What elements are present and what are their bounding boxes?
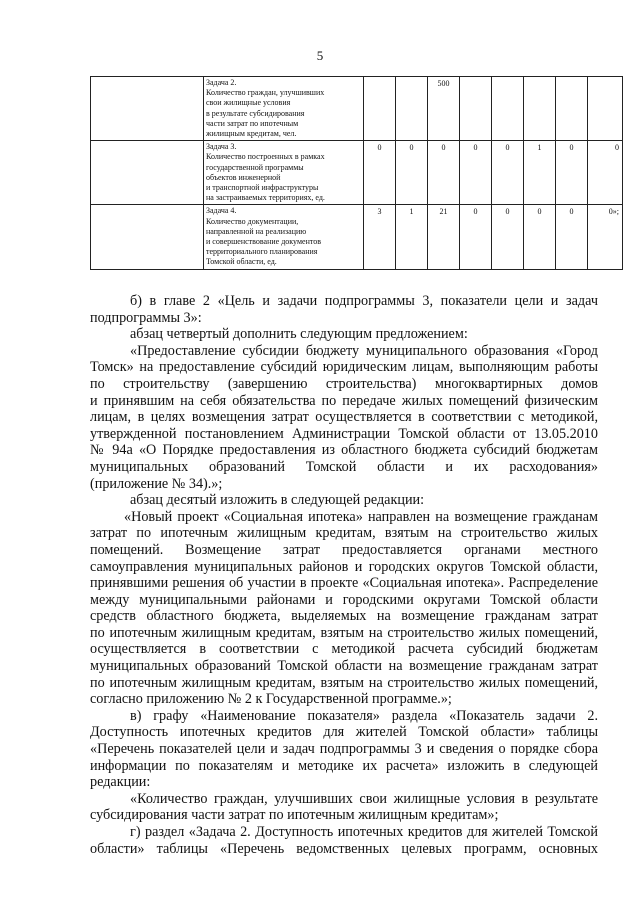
text-line: (приложение № 34).»; xyxy=(90,475,223,492)
value-cell xyxy=(588,77,623,141)
text-line: по ипотечным жилищным кредитам, взятым на строительство жилых помещений, xyxy=(90,674,598,691)
value-cell: 0 xyxy=(556,205,588,269)
text-line: и принявшим на себя обязательства по передаче жилых помещений физическим xyxy=(90,392,598,409)
value-cell: 3 xyxy=(364,205,396,269)
task-line: Количество построенных в рамках xyxy=(206,152,325,162)
empty-cell xyxy=(91,77,204,141)
task-line: Задача 3. xyxy=(206,142,237,152)
text-line: принявшими решения об участии в проекте «Социальная ипотека». Распределение xyxy=(90,575,598,592)
text-line: субсидирования части затрат по ипотечным жилищным кредитам»; xyxy=(90,807,499,824)
value-cell: 0 xyxy=(460,141,492,205)
text-line: «Новый проект «Социальная ипотека» направлен на возмещение гражданам xyxy=(124,508,598,525)
indicators-table xyxy=(90,76,623,270)
table-row xyxy=(91,77,623,141)
text-line: лицам, в целях возмещения затрат осуществляется в соответствии с методикой, xyxy=(90,409,598,426)
text-line: области» таблицы «Перечень ведомственных целевых программ, основных xyxy=(90,840,598,857)
task-line: Задача 4. xyxy=(206,206,237,216)
task-line: в результате субсидирования xyxy=(206,108,305,118)
value-cell: 0 xyxy=(428,141,460,205)
task-line: части затрат по ипотечным xyxy=(206,118,299,128)
value-cell: 500 xyxy=(428,77,460,141)
value-cell: 1 xyxy=(396,205,428,269)
value-cell xyxy=(460,77,492,141)
text-line: между муниципальными районами и городскими округами Томской области xyxy=(90,591,598,608)
text-line: «Количество граждан, улучшивших свои жилищные условия в результате xyxy=(130,790,598,807)
text-line: абзац четвертый дополнить следующим предложением: xyxy=(130,326,468,343)
value-cell xyxy=(556,77,588,141)
task-line: на застраиваемых территориях, ед. xyxy=(206,193,325,203)
table-row xyxy=(91,141,623,205)
value-cell: 0 xyxy=(396,141,428,205)
task-line: Томской области, ед. xyxy=(206,257,277,267)
table-row xyxy=(91,205,623,269)
text-line: помещений. Возмещение затрат предоставляется органами местного xyxy=(90,541,598,558)
task-line: жилищным кредитам, чел. xyxy=(206,129,297,139)
text-line: самоуправления муниципальных районов и городских округов Томской области, xyxy=(90,558,598,575)
text-line: «Перечень показателей цели и задач подпрограммы 3 и сведения о порядке сбора xyxy=(90,741,598,758)
page-number: 5 xyxy=(316,48,324,63)
value-cell: 0 xyxy=(364,141,396,205)
task-line: и транспортной инфраструктуры xyxy=(206,183,319,193)
value-cell: 0 xyxy=(588,141,623,205)
value-cell: 21 xyxy=(428,205,460,269)
value-cell xyxy=(364,77,396,141)
task-line: территориального планирования xyxy=(206,247,318,257)
text-line: редакции: xyxy=(90,774,151,791)
task-line: Количество граждан, улучшивших xyxy=(206,88,325,98)
task-line: и совершенствование документов xyxy=(206,237,322,247)
text-line: согласно приложению № 2 к Государственной программе.»; xyxy=(90,691,452,708)
value-cell: 0 xyxy=(556,141,588,205)
text-line: информации по показателям и методике их расчета» изложить в следующей xyxy=(90,757,598,774)
task-line: направленной на реализацию xyxy=(206,226,307,236)
text-line: муниципальных образований Томской области и их расходования» xyxy=(90,458,598,475)
text-line: затрат по ипотечным жилищным кредитам, взятым на строительство жилых xyxy=(90,525,598,542)
empty-cell xyxy=(91,141,204,205)
text-line: абзац десятый изложить в следующей редакции: xyxy=(130,492,425,509)
task-cell xyxy=(204,141,364,205)
value-cell: 0 xyxy=(460,205,492,269)
value-cell xyxy=(396,77,428,141)
task-line: свои жилищные условия xyxy=(206,98,291,108)
empty-cell xyxy=(91,205,204,269)
text-line: б) в главе 2 «Цель и задачи подпрограммы 3, показатели цели и задач xyxy=(130,293,598,309)
text-line: г) раздел «Задача 2. Доступность ипотечных кредитов для жителей Томской xyxy=(130,824,598,840)
value-cell: 0 xyxy=(492,205,524,269)
text-line: в) графу «Наименование показателя» раздела «Показатель задачи 2. xyxy=(130,707,598,724)
text-line: Доступность ипотечных кредитов для жителей Томской области» таблицы xyxy=(90,724,598,741)
task-cell xyxy=(204,77,364,141)
text-line: № 94а «О Порядке предоставления из областного бюджета субсидий бюджетам xyxy=(90,442,598,459)
task-line: объектов инженерной xyxy=(206,172,281,182)
value-cell xyxy=(492,77,524,141)
value-cell: 0 xyxy=(524,205,556,269)
task-line: Задача 2. xyxy=(206,78,237,87)
text-line: «Предоставление субсидии бюджету муниципального образования «Город xyxy=(130,342,598,359)
task-cell xyxy=(204,205,364,269)
text-line: по строительству (завершению строительства) многоквартирных домов xyxy=(90,375,598,392)
text-line: подпрограммы 3»: xyxy=(90,309,202,326)
text-line: по ипотечным жилищным кредитам, взятым на строительство жилых помещений, xyxy=(90,624,598,641)
value-cell xyxy=(524,77,556,141)
value-cell: 1 xyxy=(524,141,556,205)
task-line: государственной программы xyxy=(206,162,304,172)
text-line: утвержденной постановлением Администрации Томской области от 13.05.2010 xyxy=(90,425,598,442)
text-line: муниципальных образований Томской области на возмещение гражданам затрат xyxy=(90,658,598,675)
value-cell: 0»; xyxy=(588,205,623,269)
value-cell: 0 xyxy=(492,141,524,205)
body-text xyxy=(90,293,598,857)
text-line: осуществляется в соответствии с методикой расчета субсидий бюджетам xyxy=(90,641,598,658)
text-line: Томск» на предоставление субсидий юридическим лицам, выполняющим работы xyxy=(90,359,598,376)
task-line: Количество документации, xyxy=(206,216,299,226)
text-line: средств областного бюджета, выделяемых на возмещение гражданам затрат xyxy=(90,608,598,625)
